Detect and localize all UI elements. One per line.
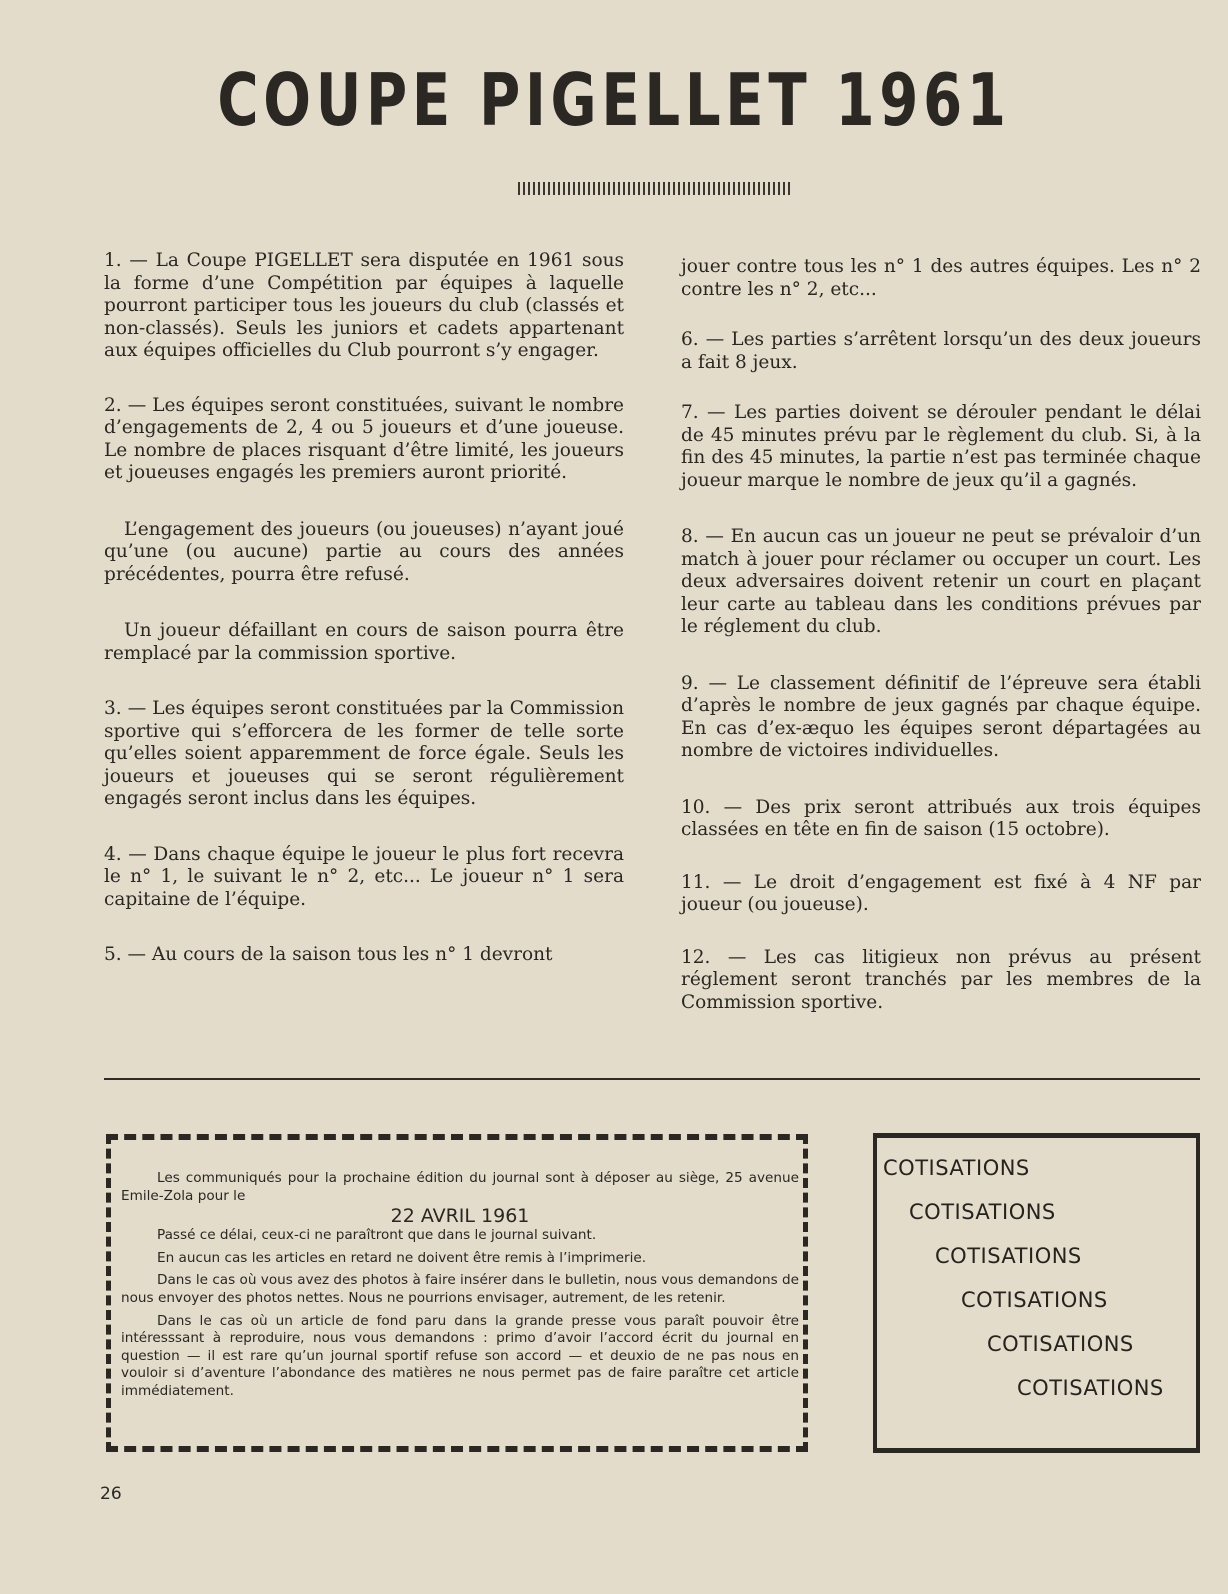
- right-column: [681, 256, 1201, 1014]
- notice-late-articles: En aucun cas les articles en retard ne doivent être remis à l’imprimerie.: [157, 1249, 647, 1266]
- cotisations-line-4: COTISATIONS: [961, 1288, 1108, 1312]
- article-4: 4. — Dans chaque équipe le joueur le plus fort recevra le n° 1, le suivant le n° 2, etc... Le joueur n° 1 sera capitaine de l’équipe.: [104, 843, 624, 910]
- article-3: 3. — Les équipes seront constituées par la Commission sportive qui s’efforcera de les former de telle sorte qu’elles soient apparemment de force égale. Seuls les joueurs et joueuses qui se seront régulièrement engagés seront inclus dans les équipes.: [104, 698, 624, 809]
- article-6: 6. — Les parties s’arrêtent lorsqu’un des deux joueurs a fait 8 jeux.: [681, 329, 1201, 373]
- page-title: COUPE PIGELLET 1961: [217, 58, 1011, 142]
- section-divider: [104, 1078, 1200, 1080]
- article-2-note-a: L’engagement des joueurs (ou joueuses) n’ayant joué qu’une (ou aucune) partie au cours des années précédentes, pourra être refusé.: [104, 518, 624, 585]
- cotisations-line-6: COTISATIONS: [1017, 1376, 1164, 1400]
- article-11: 11. — Le droit d’engagement est fixé à 4 NF par joueur (ou joueuse).: [681, 871, 1201, 915]
- notice-photos: Dans le cas où vous avez des photos à faire insérer dans le bulletin, nous vous demandons de nous envoyer des photos nettes. Nous ne pourrions envisager, autrement, de les retenir.: [121, 1272, 799, 1306]
- article-2-note-b: Un joueur défaillant en cours de saison pourra être remplacé par la commission sportive.: [104, 620, 624, 664]
- article-12: 12. — Les cas litigieux non prévus au présent réglement seront tranchés par les membres de la Commission sportive.: [681, 946, 1201, 1013]
- notice-press-articles: Dans le cas où un article de fond paru dans la grande presse vous paraît pouvoir être intéresssant à reproduire, nous vous demandons : primo d’avoir l’accord écrit du journal en question — il est rare qu’un journal sportif refuse son accord — et deuxio de ne pas nous en vouloir si d’aventure l’abondance des matières ne nous permet pas de faire paraître cet article immédiatement.: [121, 1312, 799, 1399]
- article-8: 8. — En aucun cas un joueur ne peut se prévaloir d’un match à jouer pour réclamer ou occuper un court. Les deux adversaires doivent retenir un court en plaçant leur carte au tableau dans les conditions prévues par le réglement du club.: [681, 526, 1201, 637]
- title-underline-rule: [518, 182, 792, 195]
- cotisations-box: [873, 1133, 1200, 1453]
- notice-late-info: Passé ce délai, ceux-ci ne paraîtront que dans le journal suivant.: [157, 1227, 597, 1244]
- cotisations-line-3: COTISATIONS: [935, 1244, 1082, 1268]
- left-column: [104, 250, 624, 967]
- editorial-notice-box: [106, 1134, 808, 1452]
- article-10: 10. — Des prix seront attribués aux trois équipes classées en tête en fin de saison (15 octobre).: [681, 796, 1201, 840]
- cotisations-line-2: COTISATIONS: [909, 1200, 1056, 1224]
- article-2: 2. — Les équipes seront constituées, suivant le nombre d’engagements de 2, 4 ou 5 joueurs et d’une joueuse. Le nombre de places risquant d’être limité, les joueurs et joueuses engagés les premiers auront priorité.: [104, 394, 624, 483]
- notice-deadline-date: 22 AVRIL 1961: [390, 1205, 530, 1228]
- cotisations-line-1: COTISATIONS: [883, 1156, 1030, 1180]
- page-number: 26: [100, 1484, 122, 1504]
- cotisations-line-5: COTISATIONS: [987, 1332, 1134, 1356]
- notice-deadline-text: Les communiqués pour la prochaine édition du journal sont à déposer au siège, 25 avenue Emile-Zola pour le: [121, 1170, 799, 1204]
- article-9: 9. — Le classement définitif de l’épreuve sera établi d’après le nombre de jeux gagnés par chaque équipe. En cas d’ex-æquo les équipes seront départagées au nombre de victoires individuelles.: [681, 672, 1201, 761]
- article-1: 1. — La Coupe PIGELLET sera disputée en 1961 sous la forme d’une Compétition par équipes à laquelle pourront participer tous les joueurs du club (classés et non-classés). Seuls les juniors et cadets appartenant aux équipes officielles du Club pourront s’y engager.: [104, 250, 624, 361]
- article-7: 7. — Les parties doivent se dérouler pendant le délai de 45 minutes prévu par le règlement du club. Si, à la fin des 45 minutes, la partie n’est pas terminée chaque joueur marque le nombre de jeux qu’il a gagnés.: [681, 402, 1201, 491]
- article-5-start: 5. — Au cours de la saison tous les n° 1 devront: [104, 944, 553, 965]
- article-5-end: jouer contre tous les n° 1 des autres équipes. Les n° 2 contre les n° 2, etc...: [681, 256, 1201, 300]
